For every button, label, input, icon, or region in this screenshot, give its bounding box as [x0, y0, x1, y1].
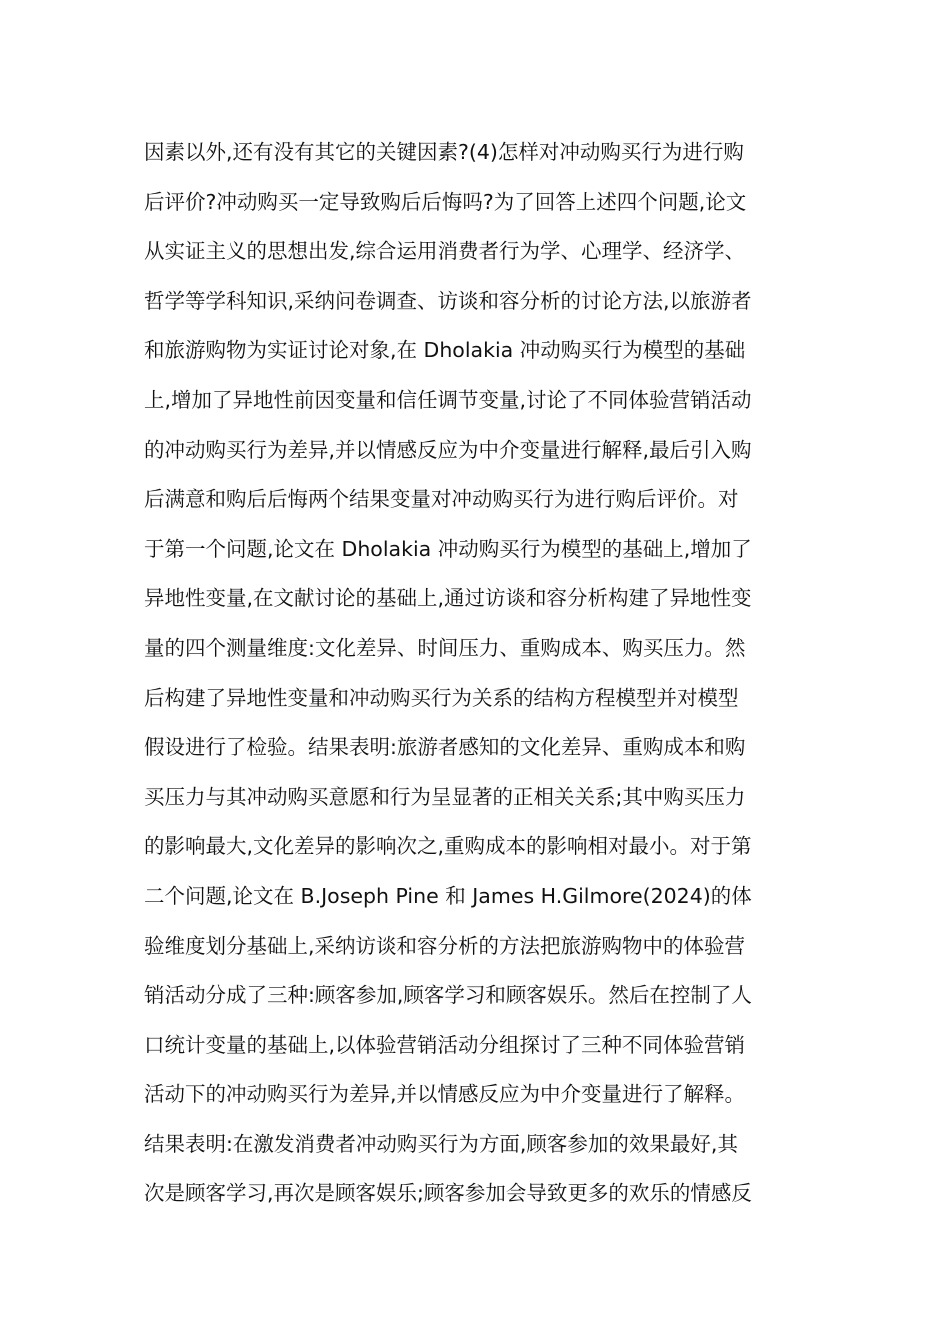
text-line: 的影响最大,文化差异的影响次之,重购成本的影响相对最小。对于第 [144, 834, 752, 859]
text-line: 因素以外,还有没有其它的关键因素?(4)怎样对冲动购买行为进行购 [144, 140, 744, 164]
text-line: 异地性变量,在文献讨论的基础上,通过访谈和容分析构建了异地性变 [144, 586, 752, 611]
text-line: 结果表明:在激发消费者冲动购买行为方面,顾客参加的效果最好,其 [144, 1131, 738, 1156]
text-line: 二个问题,论文在 B.Joseph Pine 和 James H.Gilmore(2024)的体 [144, 883, 752, 908]
text-line: 于第一个问题,论文在 Dholakia 冲动购买行为模型的基础上,增加了 [144, 536, 752, 561]
text-line: 的冲动购买行为差异,并以情感反应为中介变量进行解释,最后引入购 [144, 437, 752, 462]
text-line: 次是顾客学习,再次是顾客娱乐;顾客参加会导致更多的欢乐的情感反 [144, 1181, 752, 1206]
body-text [144, 128, 824, 1219]
text-line: 哲学等学科知识,采纳问卷调查、访谈和容分析的讨论方法,以旅游者 [144, 288, 752, 313]
text-line: 活动下的冲动购买行为差异,并以情感反应为中介变量进行了解释。 [144, 1082, 746, 1107]
text-line: 后满意和购后后悔两个结果变量对冲动购买行为进行购后评价。对 [144, 487, 739, 512]
text-line: 后评价?冲动购买一定导致购后后悔吗?为了回答上述四个问题,论文 [144, 189, 747, 214]
text-line: 验维度划分基础上,采纳访谈和容分析的方法把旅游购物中的体验营 [144, 933, 746, 958]
text-line: 后构建了异地性变量和冲动购买行为关系的结构方程模型并对模型 [144, 685, 739, 710]
text-line: 口统计变量的基础上,以体验营销活动分组探讨了三种不同体验营销 [144, 1032, 746, 1057]
text-line: 销活动分成了三种:顾客参加,顾客学习和顾客娱乐。然后在控制了人 [144, 983, 752, 1008]
text-line: 和旅游购物为实证讨论对象,在 Dholakia 冲动购买行为模型的基础 [144, 338, 746, 363]
text-line: 假设进行了检验。结果表明:旅游者感知的文化差异、重购成本和购 [144, 735, 746, 760]
text-line: 从实证主义的思想出发,综合运用消费者行为学、心理学、经济学、 [144, 239, 746, 264]
text-line: 上,增加了异地性前因变量和信任调节变量,讨论了不同体验营销活动 [144, 387, 752, 412]
text-line: 买压力与其冲动购买意愿和行为呈显著的正相关关系;其中购买压力 [144, 784, 746, 809]
text-line: 量的四个测量维度:文化差异、时间压力、重购成本、购买压力。然 [144, 635, 746, 660]
